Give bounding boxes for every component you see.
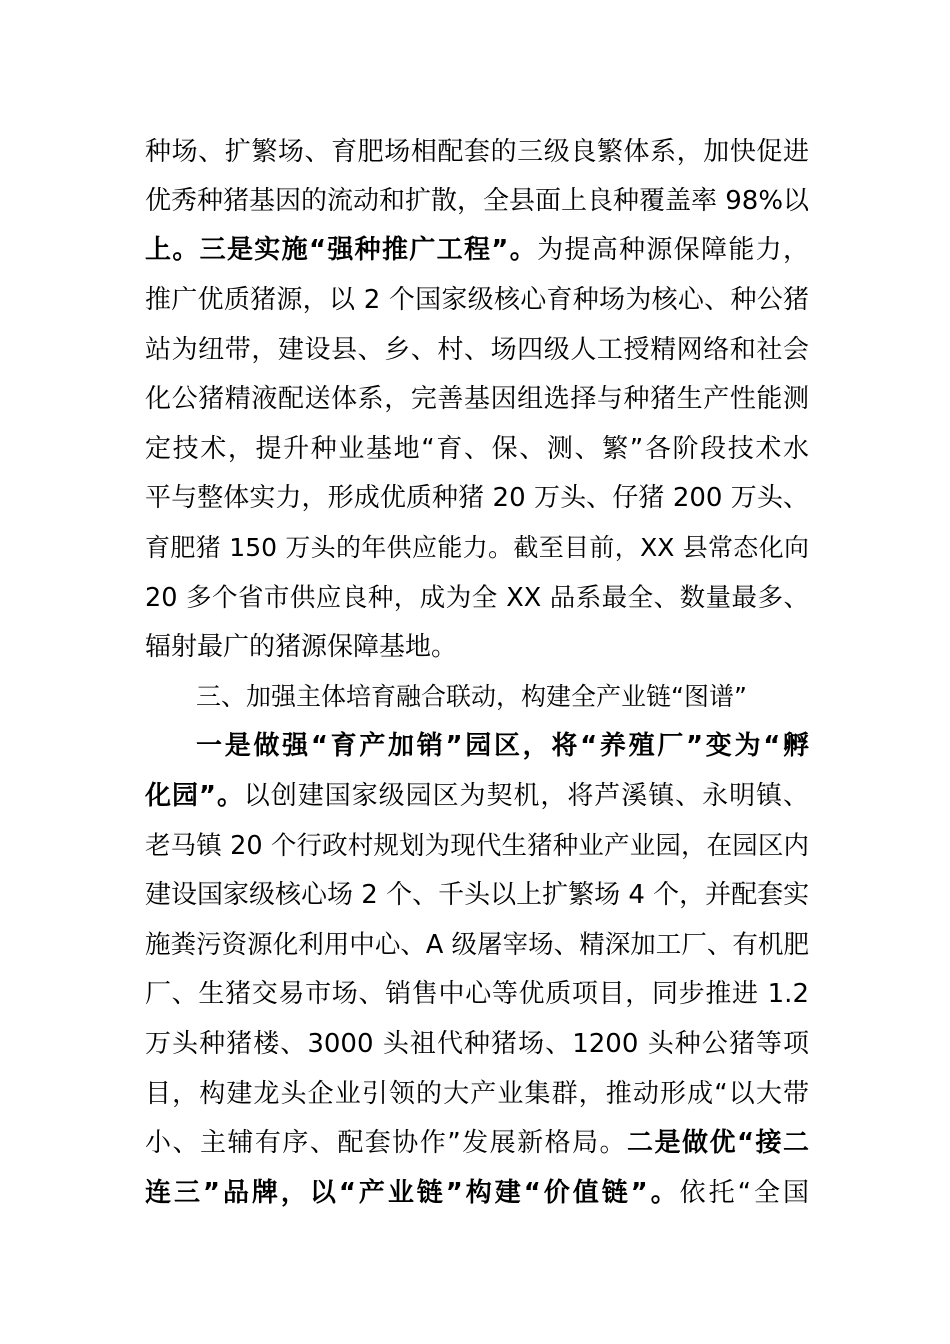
text-span: 育肥猪 150 万头的年供应能力。截至目前，XX 县常态化向: [145, 533, 809, 562]
text-line-10: [145, 573, 809, 623]
text-span: 建设国家级核心场 2 个、千头以上扩繁场 4 个，并配套实: [145, 880, 810, 910]
text-line-14: [145, 771, 809, 821]
text-line-13: [196, 721, 809, 771]
text-span: 以创建国家级园区为契机，将芦溪镇、永明镇、: [243, 781, 809, 811]
bold-heading-span: 化园”。: [145, 781, 244, 811]
text-line-16: [145, 870, 809, 920]
text-span: 施粪污资源化利用中心、A 级屠宰场、精深加工厂、有机肥: [145, 930, 809, 960]
text-span: 目，构建龙头企业引领的大产业集群，推动形成“以大带: [145, 1079, 809, 1109]
text-span: 定技术，提升种业基地“育、保、测、繁”各阶段技术水: [145, 434, 809, 464]
section-heading-text: 三、加强主体培育融合联动，构建全产业链“图谱”: [196, 682, 747, 711]
text-line-17: [145, 920, 809, 970]
text-line-6: [145, 374, 809, 424]
text-line-7: [145, 424, 809, 474]
text-line-5: [145, 325, 809, 375]
text-span: 老马镇 20 个行政村规划为现代生猪种业产业园，在园区内: [145, 831, 809, 861]
text-span: 万头种猪楼、3000 头祖代种猪场、1200 头种公猪等项: [145, 1029, 809, 1059]
text-span: 依托“全国: [679, 1178, 809, 1208]
text-line-21: [145, 1118, 809, 1168]
text-span: 辐射最广的猪源保障基地。: [145, 632, 458, 662]
text-span: 站为纽带，建设县、乡、村、场四级人工授精网络和社会: [145, 335, 809, 365]
bold-heading-span: 上。三是实施“强种推广工程”。: [145, 235, 538, 265]
text-span: 20 多个省市供应良种，成为全 XX 品系最全、数量最多、: [145, 583, 809, 613]
text-span: 厂、生猪交易市场、销售中心等优质项目，同步推进 1.2: [145, 979, 809, 1009]
text-line-20: [145, 1069, 809, 1119]
bold-heading-span: 连三”品牌，以“产业链”构建“价值链”。: [145, 1178, 680, 1208]
text-line-18: [145, 969, 809, 1019]
text-line-11: [145, 622, 809, 672]
text-span: 为提高种源保障能力，: [537, 235, 809, 265]
text-span: 平与整体实力，形成优质种猪 20 万头、仔猪 200 万头、: [145, 483, 809, 513]
text-line-15: [145, 821, 809, 871]
section-heading: [196, 672, 776, 722]
bold-heading-span: 二是做优“接二: [627, 1128, 809, 1158]
text-span: 化公猪精液配送体系，完善基因组选择与种猪生产性能测: [145, 384, 809, 414]
text-line-8: [145, 473, 809, 523]
text-span: 小、主辅有序、配套协作”发展新格局。: [145, 1128, 628, 1158]
text-line-3: [145, 225, 809, 275]
text-span: 种场、扩繁场、育肥场相配套的三级良繁体系，加快促进: [145, 137, 809, 167]
text-line-1: [145, 127, 809, 177]
text-line-9: [145, 523, 809, 573]
text-line-19: [145, 1019, 809, 1069]
text-line-4: [145, 275, 809, 325]
text-line-22: [145, 1168, 809, 1218]
text-span: 优秀种猪基因的流动和扩散，全县面上良种覆盖率 98%以: [145, 186, 810, 216]
text-span: 推广优质猪源，以 2 个国家级核心育种场为核心、种公猪: [145, 285, 809, 315]
bold-heading-span: 一是做强“育产加销”园区，将“养殖厂”变为“孵: [196, 731, 809, 761]
text-line-2: [145, 176, 809, 226]
